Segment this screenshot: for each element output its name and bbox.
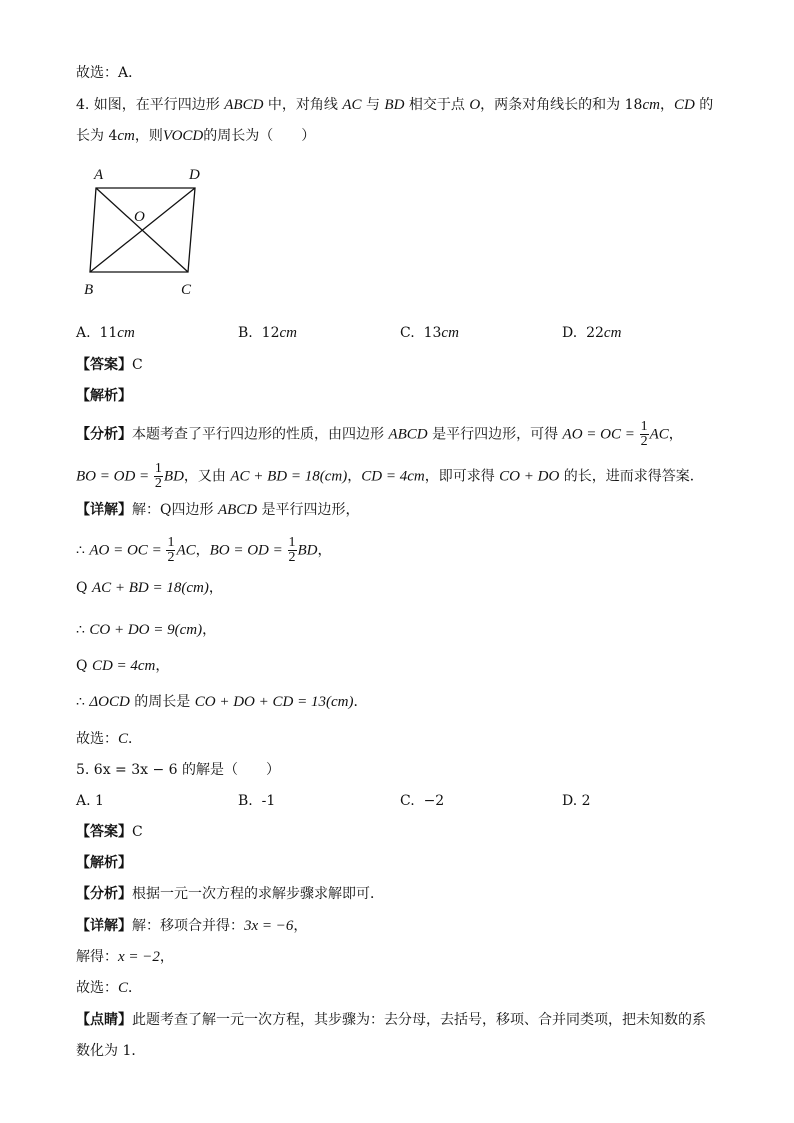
q5-analysis-heading [76,853,132,873]
label-c: C [181,282,192,298]
conclusion-text: 故选： [76,731,118,747]
fenxi-text: 是平行四边形，可得 [427,426,563,443]
conclusion-text: 故选： [76,980,118,996]
fenxi-text: 的长，进而求得答案． [559,468,704,485]
step-prefix: ∴ [76,622,90,638]
option-value: 11 [99,325,118,341]
label-o: O [134,209,145,225]
frac-denominator: 2 [154,476,162,491]
fenxi-abcd: ABCD [388,426,428,443]
parallelogram-figure [80,162,220,302]
q4-fenxi-line1 [76,420,683,449]
xiangjie-text: 解：移项合并得： [132,918,244,934]
q4-triangle-ocd: VOCD [162,128,204,144]
step1-eq2: BO = OD = [209,542,287,559]
answer-value: C [132,357,143,373]
q4-option-d [562,323,621,343]
q4-stem-text: 的周长为（ ） [203,128,316,144]
q5-option-c [400,791,444,811]
xiangjie-tag: 【详解】 [76,918,132,934]
step-text: ， [317,542,332,559]
frac-numerator: 1 [288,535,296,550]
q4-cm: cm [117,128,135,144]
q4-step4 [76,656,169,676]
q4-stem-text: 相交于点 [404,97,470,113]
q4-analysis-heading [76,386,132,406]
xiangjie-text: ， [293,918,308,934]
conclusion-text: ． [128,980,143,996]
fenxi-text: ， [668,426,683,443]
frac-denominator: 2 [167,550,175,565]
step-text: ， [208,580,223,596]
diagonal-bd [90,188,195,272]
step5-triangle: ΔOCD [89,694,130,710]
q5-stem: 5. 6x = 3x − 6 的解是（ ） [76,762,281,778]
fenxi-text: ， [347,468,362,485]
option-unit: cm [117,325,135,341]
q4-stem-text: 4. 如图，在平行四边形 [76,97,225,113]
conclusion-choice: C [118,980,129,996]
q4-step5 [76,692,367,712]
q4-option-a [76,323,135,343]
option-unit: cm [441,325,459,341]
q5-option-a [76,791,104,811]
fenxi-tag: 【分析】 [76,426,132,443]
solve-text: 解得： [76,949,118,965]
q5-answer [76,822,143,842]
xiangjie-text: 是平行四边形， [257,502,360,518]
label-d: D [189,167,200,183]
q5-conclusion [76,978,142,998]
step4-eq: CD = 4cm [91,658,156,674]
fraction-half [288,536,297,565]
option-value: 22 [586,325,604,341]
label-a: A [94,167,104,183]
xiangjie-abcd: ABCD [217,502,258,518]
fenxi-eq5: CO + DO [499,468,560,485]
option-letter: A. [76,325,91,341]
q4-stem-text: ， [659,97,674,113]
q5-option-b [238,791,275,811]
step2-eq: AC + BD = 18(cm) [91,580,209,596]
option-value: -1 [261,793,276,809]
option-unit: cm [279,325,297,341]
fenxi-eq1: AO = OC = [562,426,639,443]
option-letter: B. [238,793,253,809]
option-letter: A. [76,793,91,809]
fenxi-eq2: BO = OD = [76,468,153,485]
step1-eq2-tail: BD [297,542,318,559]
q4-abcd: ABCD [224,97,264,113]
fenxi-eq1-tail: AC [649,426,669,443]
fenxi-eq2-tail: BD [163,468,184,485]
option-value: −2 [423,793,445,809]
step-text: ， [202,622,217,638]
step-text: ， [195,542,210,559]
fenxi-text: 本题考查了平行四边形的性质，由四边形 [132,426,389,443]
q4-step3 [76,620,216,640]
answer-tag: 【答案】 [76,824,132,840]
step-prefix: ∴ [76,542,90,559]
fenxi-eq3: AC + BD = 18(cm) [230,468,348,485]
xiangjie-tag: 【详解】 [76,502,132,518]
frac-numerator: 1 [167,535,175,550]
step-prefix: Q [76,658,92,674]
q5-fenxi [76,884,384,904]
option-value: 13 [423,325,442,341]
q4-stem-text: ，两条对角线长的和为 18 [480,97,643,113]
xiangjie-eq: 3x = −6 [244,918,294,934]
q4-stem-text: 的 [694,97,714,113]
option-unit: cm [603,325,622,341]
q4-stem-text: ，则 [134,128,163,144]
frac-denominator: 2 [640,434,648,449]
frac-denominator: 2 [288,550,296,565]
fraction-half [166,536,175,565]
fenxi-tag: 【分析】 [76,886,132,902]
q4-ac: AC [342,97,362,113]
fenxi-text: ，即可求得 [424,468,500,485]
q4-step1 [76,536,332,565]
q4-fenxi-line2 [76,462,704,491]
option-letter: B. [238,325,253,341]
option-letter: C. [400,325,415,341]
step1-eq1: AO = OC = [89,542,166,559]
fenxi-eq4: CD = 4cm [361,468,425,485]
solve-eq: x = −2 [118,949,160,965]
q4-answer [76,355,143,375]
answer-value: C [132,824,143,840]
q4-conclusion [76,729,142,749]
q5-dianjing-line1 [76,1010,706,1030]
xiangjie-text: 解：Q四边形 [132,502,218,518]
answer-tag: 【答案】 [76,357,132,373]
step-prefix: ∴ [76,694,90,710]
q4-bd: BD [384,97,405,113]
step1-eq1-tail: AC [176,542,196,559]
label-b: B [84,282,94,298]
option-value: 12 [261,325,280,341]
step-text: 的周长是 [129,694,195,710]
q4-stem-text: 长为 4 [76,128,118,144]
q4-step2 [76,578,223,598]
option-value: 2 [581,793,591,809]
q4-option-c [400,323,459,343]
q4-stem-text: 中，对角线 [263,97,343,113]
q5-dianjing-line2: 数化为 1． [76,1043,146,1059]
q5-solve [76,947,174,967]
step-text: ， [155,658,170,674]
q4-cd: CD [673,97,695,113]
frac-numerator: 1 [640,419,648,434]
fenxi-text: ，又由 [183,468,231,485]
dianjing-tag: 【点睛】 [76,1012,132,1028]
q4-xiangjie-line [76,500,360,520]
dianjing-text: 此题考查了解一元一次方程，其步骤为：去分母，去括号，移项、合并同类项，把未知数的系 [132,1012,706,1028]
step3-eq: CO + DO = 9(cm) [89,622,203,638]
option-letter: C. [400,793,415,809]
previous-answer: 故选：A． [76,65,143,81]
q4-stem-text: 与 [361,97,385,113]
q4-stem-line1 [76,95,713,115]
conclusion-text: ． [128,731,143,747]
analysis-tag: 【解析】 [76,388,132,404]
q5-option-d [562,791,591,811]
solve-text: ， [159,949,174,965]
q4-stem-line2 [76,126,315,146]
fenxi-text: 根据一元一次方程的求解步骤求解即可． [132,886,384,902]
fraction-half [154,462,163,491]
q4-cm: cm [642,97,660,113]
option-letter: D. [562,325,578,341]
step-text: ． [353,694,368,710]
option-value: 1 [95,793,104,809]
option-letter: D. [562,793,578,809]
conclusion-choice: C [118,731,129,747]
fraction-half [640,420,649,449]
q4-o: O [469,97,481,113]
step-prefix: Q [76,580,92,596]
q5-xiangjie [76,916,307,936]
step5-eq: CO + DO + CD = 13(cm) [194,694,354,710]
analysis-tag: 【解析】 [76,855,132,871]
q4-option-b [238,323,297,343]
frac-numerator: 1 [154,461,162,476]
